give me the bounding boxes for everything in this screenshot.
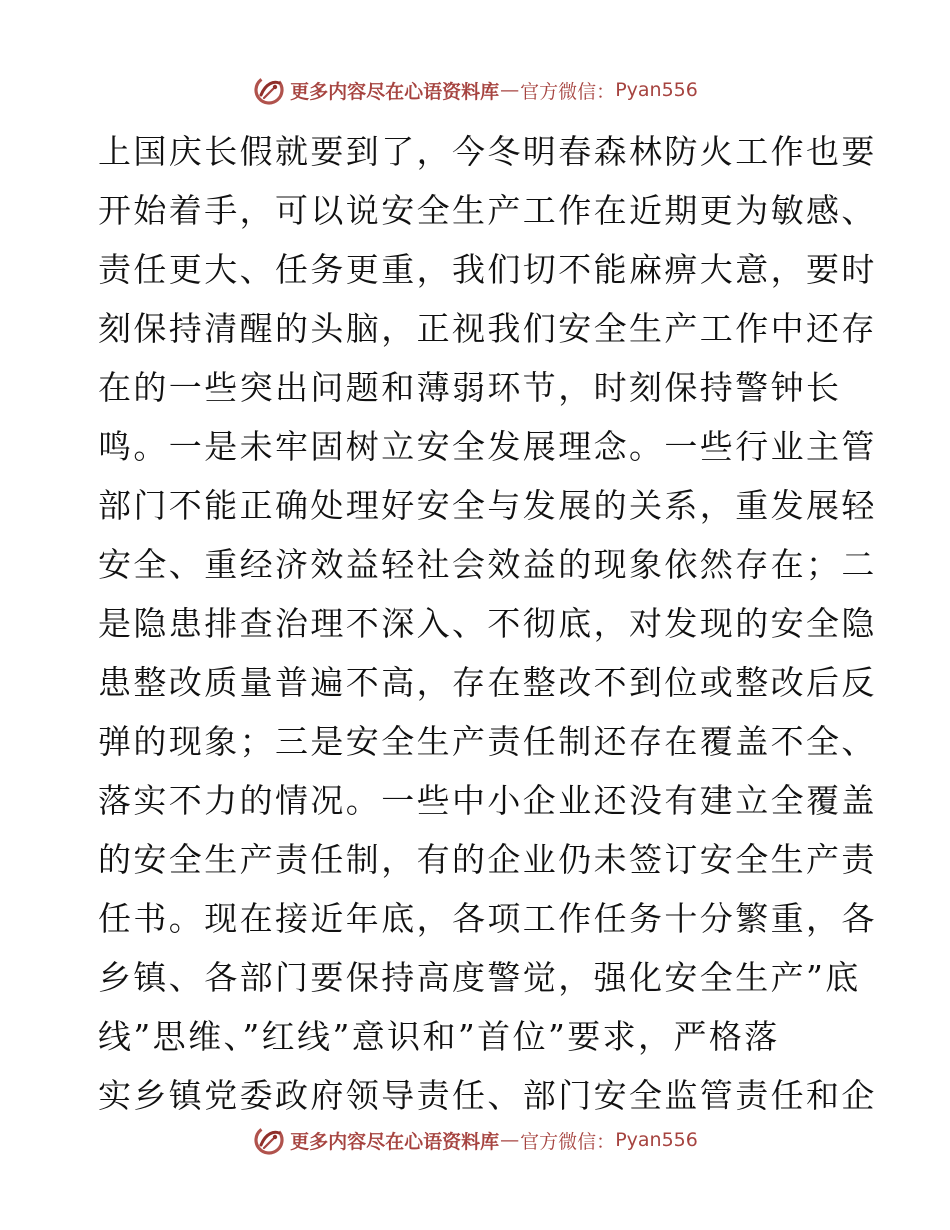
wechat-label: 官方微信：: [520, 80, 616, 103]
body-line: 鸣。一是未牢固树立安全发展理念。一些行业主管: [98, 427, 877, 466]
body-line: 落实不力的情况。一些中小企业还没有建立全覆盖: [98, 781, 877, 820]
body-line: 责任更大、任务更重，我们切不能麻痹大意，要时: [98, 250, 877, 289]
body-line: 乡镇、各部门要保持高度警觉，强化安全生产”底: [98, 958, 861, 997]
wechat-label: 官方微信：: [520, 1130, 616, 1153]
body-line: 是隐患排查治理不深入、不彻底，对发现的安全隐: [98, 604, 877, 643]
body-line: 开始着手，可以说安全生产工作在近期更为敏感、: [98, 191, 877, 230]
body-line: 患整改质量普遍不高，存在整改不到位或整改后反: [98, 663, 877, 702]
separator-dash: —: [500, 79, 520, 101]
body-line: 在的一些突出问题和薄弱环节，时刻保持警钟长: [98, 368, 842, 407]
wechat-id: Pyan556: [615, 1129, 698, 1151]
brush-stroke-logo-icon: [252, 73, 286, 107]
document-body: [98, 122, 877, 1125]
body-line: 刻保持清醒的头脑，正视我们安全生产工作中还存: [98, 309, 877, 348]
body-line: 的安全生产责任制，有的企业仍未签订安全生产责: [98, 840, 877, 879]
footer-banner: [0, 1120, 950, 1160]
body-line: 上国庆长假就要到了，今冬明春森林防火工作也要: [98, 132, 877, 171]
body-line: 线”思维、”红线”意识和”首位”要求，严格落: [98, 1017, 780, 1056]
body-line: 任书。现在接近年底，各项工作任务十分繁重，各: [98, 899, 877, 938]
body-line: 部门不能正确处理好安全与发展的关系，重发展轻: [98, 486, 877, 525]
wechat-id: Pyan556: [615, 79, 698, 101]
site-name: 更多内容尽在心语资料库: [290, 1130, 500, 1153]
body-line: 安全、重经济效益轻社会效益的现象依然存在；二: [98, 545, 877, 584]
site-name: 更多内容尽在心语资料库: [290, 80, 500, 103]
body-line: 弹的现象；三是安全生产责任制还存在覆盖不全、: [98, 722, 877, 761]
header-banner: [0, 70, 950, 110]
body-line: 实乡镇党委政府领导责任、部门安全监管责任和企: [98, 1076, 877, 1115]
brush-stroke-logo-icon: [252, 1123, 286, 1157]
separator-dash: —: [500, 1129, 520, 1151]
